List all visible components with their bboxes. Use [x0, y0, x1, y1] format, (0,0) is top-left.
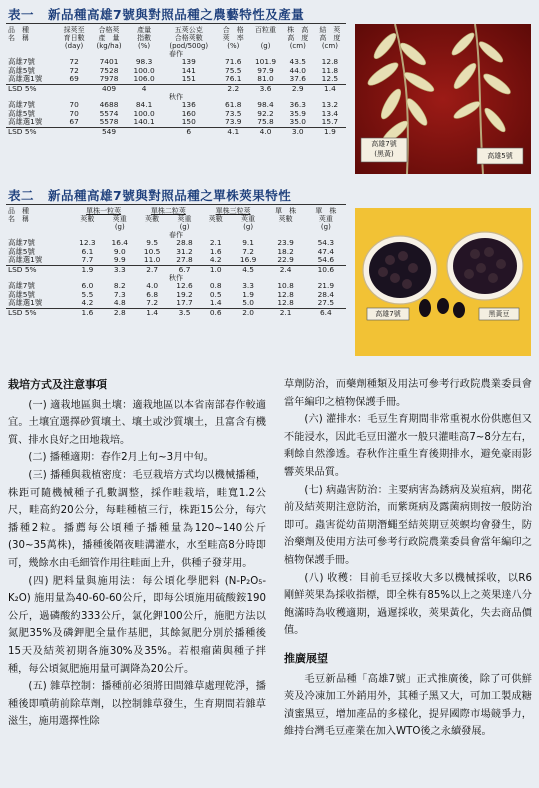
table1-cell: 72: [69, 57, 79, 67]
table1-cell: [58, 84, 90, 93]
table1-header-cell: 百粒重: [255, 26, 277, 34]
table2-cell: 6.8: [146, 289, 159, 299]
table2-header-row: [6, 207, 346, 215]
table1-cell: 139: [181, 57, 196, 67]
table2-group-header: 單 株: [315, 207, 337, 215]
beans-label-left: 高雄7號: [375, 310, 401, 318]
table1-header-cell: 產 量: [98, 34, 120, 43]
paragraph-soil: (一) 適栽地區與土壤：適栽地區以本省南部春作較適宜。土壤宜選擇砂質壤土、壤土或沙質壤土，且富含有機質、排水良好之田地栽培。: [8, 399, 266, 446]
table1-header-row: [6, 42, 346, 50]
table2-cell: 28.8: [176, 238, 193, 248]
table1-cell: 70: [69, 100, 79, 110]
table2-cell: 10.8: [277, 281, 294, 291]
table2-cell: 高雄選1號: [8, 255, 43, 265]
table1-header-cell: 指數: [137, 34, 152, 43]
table1-header-cell: 結 莢: [319, 26, 341, 34]
table2-sub-header: 莢重: [318, 215, 333, 224]
table1-cell: 98.3: [135, 57, 153, 67]
table2-title-text: 新品種高雄7號與對照品種之單株莢果特性: [48, 188, 292, 203]
beans-photo: [355, 208, 531, 356]
table1-row: [6, 127, 346, 136]
table1-cell: 71.6: [225, 57, 242, 67]
table1-cell: 4: [128, 84, 160, 93]
table1-cell: 75.5: [225, 65, 242, 75]
table1-header-cell: (day): [64, 42, 84, 51]
table1-cell: 2.2: [217, 84, 249, 93]
table2-cell: 9.0: [113, 246, 126, 256]
table1-cell: 6: [160, 127, 217, 136]
paragraph-pest: (七) 病蟲害防治：主要病害為銹病及炭疽病，開花前及結莢期注意防治，而紫斑病及露菌病則按一般防治即可。蟲害從幼苗期潛蠅至結莢期豆莢螟均會發生，防治藥劑及使用方法可參考行政院農業委員會當年編印之植物保護手冊。: [284, 484, 532, 566]
table2-cell: 4.2: [209, 255, 222, 265]
table1-header-cell: 高 度: [287, 34, 309, 43]
table2-cell: 2.0: [231, 308, 266, 317]
table1-section-label: 秋作: [169, 93, 183, 102]
table1-cell: [58, 127, 90, 136]
table1-cell: 13.4: [321, 108, 339, 118]
table1-cell: 12.8: [321, 57, 339, 67]
table1-cell: 151: [181, 74, 196, 84]
table2: [6, 207, 346, 317]
table1-header-row: [6, 34, 346, 42]
table2-cell: 12.8: [277, 298, 294, 308]
table2-unit-cell: (g): [179, 223, 190, 232]
table2-group-header: 單株一粒莢: [86, 207, 122, 215]
table2-cell: 4.0: [146, 281, 159, 291]
table1-cell: 高雄選1號: [8, 74, 43, 84]
table1-cell: 35.9: [289, 108, 306, 118]
table1-header-cell: 育日數: [63, 34, 85, 43]
table1-cell: 5578: [99, 117, 119, 127]
table1-header-cell: 合格莢: [98, 26, 120, 34]
table2-cell: 16.4: [111, 238, 129, 248]
table2-unit-cell: (g): [320, 223, 331, 232]
table1-cell: 高雄5號: [8, 65, 35, 75]
table2-row: [6, 308, 346, 317]
table2-cell: 54.6: [317, 255, 335, 265]
table2-cell: 7.2: [146, 298, 159, 308]
table2-cell: 27.5: [317, 298, 335, 308]
table1-header-cell: 高 度: [319, 34, 341, 43]
table1-cell: 92.2: [257, 108, 274, 118]
table1: [6, 26, 346, 136]
table2-cell: 21.9: [317, 281, 335, 291]
table1-cell: 高雄選1號: [8, 117, 43, 127]
table2-sub-header: 莢數: [145, 215, 160, 224]
table1-cell: 5574: [99, 108, 119, 118]
table1-header-cell: 五莢公克: [174, 26, 203, 34]
table1-cell: 67: [69, 117, 79, 127]
table2-group-header: 單株二粒莢: [150, 207, 186, 215]
table2-cell: 6.7: [168, 265, 200, 274]
table2-cell: 8.2: [113, 281, 126, 291]
table2-unit-row: [6, 223, 346, 231]
table2-unit-empty: [6, 223, 71, 231]
table2-cell: 高雄5號: [8, 246, 35, 256]
table1-header-row: [6, 26, 346, 34]
table1-cell: 7528: [99, 65, 119, 75]
table1-cell: 11.8: [321, 65, 339, 75]
table2-cell: 1.4: [209, 298, 222, 308]
table1-cell: 409: [90, 84, 128, 93]
table1-row: [6, 84, 346, 93]
table1-header-cell: 株 高: [287, 26, 309, 34]
table1-cell: LSD 5%: [6, 84, 58, 93]
table2-cell: 7.3: [113, 289, 126, 299]
table2-cell: 1.9: [71, 265, 103, 274]
pods-photo: [355, 24, 531, 174]
table2-cell: 9.5: [146, 238, 159, 248]
table2-section-label: 春作: [169, 231, 183, 240]
table1-title: [8, 5, 304, 23]
table1-cell: 3.0: [282, 127, 314, 136]
table2-cell: 12.3: [79, 238, 96, 248]
table2-cell: 10.6: [306, 265, 346, 274]
table2-title: [8, 186, 291, 204]
table1-prefix: 表一: [8, 7, 35, 22]
table2-sub-header: 莢數: [80, 215, 95, 224]
table1-cell: 44.0: [289, 65, 306, 75]
table1-cell: 4.0: [249, 127, 281, 136]
pods-label-right: 高雄5號: [487, 152, 513, 160]
table1-row: [6, 118, 346, 127]
table1-header-cell: 產量: [137, 26, 152, 34]
table2-cell: LSD 5%: [6, 265, 71, 274]
table1-cell: 高雄7號: [8, 57, 35, 67]
table2-cell: 10.5: [143, 246, 161, 256]
table2-cell: 6.1: [81, 246, 94, 256]
cultivation-heading: 栽培方式及注意事項: [8, 378, 107, 391]
table1-header-cell: 品 種: [8, 26, 29, 34]
right-column: [284, 376, 532, 741]
table2-cell: 9.1: [242, 238, 254, 248]
table1-header-cell: (g): [260, 42, 271, 51]
table1-header-cell: 合 格: [222, 26, 244, 34]
table1-cell: 4.1: [217, 127, 249, 136]
table2-cell: 22.9: [277, 255, 294, 265]
paragraph-fertilizer: (四) 肥料量與施用法：每公頃化學肥料 (N-P₂O₅-K₂O) 施用量為40-60-60公斤，即每公頃施用硫酸銨190公斤，過磷酸約333公斤，氯化鉀100公斤，施肥方法以氮肥35%及磷鉀肥全量作基肥，其餘氮肥分別於播種後15天及結莢初期各施30%及35%。若根瘤菌與種子拌種，每公頃氮肥施用量可調降為20公斤。: [8, 575, 266, 675]
table2-sub-header: 莢數: [278, 215, 293, 224]
table1-header-cell: 合格莢數: [174, 34, 203, 43]
beans-label-right: 黑黃豆: [488, 310, 510, 318]
table2-cell: 0.5: [209, 289, 222, 299]
table1-cell: 101.9: [254, 57, 277, 67]
table2-top-rule: [6, 204, 346, 205]
table2-cell: 高雄選1號: [8, 298, 43, 308]
table2-cell: 1.0: [201, 265, 231, 274]
table2-cell: 0.6: [201, 308, 231, 317]
table2-cell: 3.5: [168, 308, 200, 317]
table2-cell: LSD 5%: [6, 308, 71, 317]
left-column: [8, 376, 266, 731]
table2-cell: 12.6: [176, 281, 193, 291]
table2-cell: 16.9: [239, 255, 257, 265]
table1-header-cell: (%): [227, 42, 240, 51]
table2-cell: 23.9: [277, 238, 294, 248]
table1-header-cell: (cm): [321, 42, 338, 51]
table1-section-label: 春作: [169, 50, 183, 59]
table1-cell: 43.5: [289, 57, 306, 67]
table1-cell: 1.4: [314, 84, 346, 93]
table2-cell: 47.4: [317, 246, 335, 256]
table2-cell: 5.0: [242, 298, 254, 308]
table1-cell: 81.0: [257, 74, 274, 84]
table2-cell: 54.3: [317, 238, 335, 248]
table1-cell: 160: [181, 108, 196, 118]
table1-cell: 100.0: [133, 65, 155, 75]
table1-header-cell: (cm): [289, 42, 306, 51]
table1-cell: 36.3: [289, 100, 306, 110]
table2-cell: 高雄7號: [8, 281, 35, 291]
table1-header-cell: (%): [138, 42, 151, 51]
table2-cell: 0.8: [209, 281, 222, 291]
table1-cell: 106.0: [133, 74, 155, 84]
table2-cell: 1.6: [209, 246, 222, 256]
table2-cell: 2.7: [136, 265, 168, 274]
paragraph-harvest: (八) 收穫：目前毛豆採收大多以機械採收，以R6剛鮮莢果為採收指標，即全株有85%以上之莢果達八分飽滿時為收穫適期，過遲採收，莢果黃化，失去商品價值。: [284, 572, 532, 637]
table1-cell: 97.9: [257, 65, 274, 75]
paragraph-promotion: 毛豆新品種「高雄7號」正式推廣後，除了可供鮮莢及冷凍加工外銷用外，其種子黑又大，可加工製成糖漬蜜黑豆，增加產品的多樣化，提昇國際市場競爭力，維持台灣毛豆產業在加入WTO後之永續發展。: [284, 673, 532, 738]
table1-cell: [128, 127, 160, 136]
table2-unit-cell: (g): [243, 223, 254, 232]
table1-cell: 12.5: [321, 74, 339, 84]
table2-row: [6, 265, 346, 274]
table2-cell: 11.0: [143, 255, 161, 265]
table2-cell: 9.9: [113, 255, 126, 265]
table1-cell: 136: [181, 100, 196, 110]
table2-cell: 31.2: [176, 246, 193, 256]
table2-row: [6, 299, 346, 308]
table2-cell: 1.9: [242, 289, 254, 299]
table2-cell: 2.1: [209, 238, 222, 248]
paragraph-weed-cont: 草劑防治，而藥劑種類及用法可參考行政院農業委員會當年編印之植物保護手冊。: [284, 379, 532, 408]
table2-unit-cell: [71, 223, 103, 231]
table1-cell: 141: [181, 65, 196, 75]
table1-cell: 高雄7號: [8, 100, 35, 110]
table1-header-cell: (kg/ha): [96, 42, 122, 51]
table2-unit-cell: [201, 223, 231, 231]
paragraph-weed: (五) 雜草控制：播種前必須將田間雜草處理乾淨，播種後即噴萌前除草劑，以控制雜草發生，生育期間若雜草滋生，施用選擇性除: [8, 681, 266, 728]
table1-cell: 549: [90, 127, 128, 136]
table2-cell: 27.8: [176, 255, 193, 265]
table1-top-rule: [6, 23, 346, 24]
table1-header-cell: [249, 34, 281, 42]
table1-cell: 100.0: [133, 108, 155, 118]
table1-header-cell: 採莢至: [63, 26, 85, 34]
table2-cell: 7.7: [81, 255, 94, 265]
table2-cell: 2.8: [104, 308, 136, 317]
table2-name-header: 品 種: [8, 207, 29, 215]
table2-cell: 3.3: [242, 281, 254, 291]
table1-cell: 75.8: [257, 117, 274, 127]
table2-cell: 5.5: [81, 289, 94, 299]
table1-cell: 73.9: [225, 117, 242, 127]
table2-header-row: [6, 215, 346, 223]
table1-header-cell: 名 稱: [8, 34, 29, 43]
table1-cell: 13.2: [321, 100, 339, 110]
table2-group-header: 單株三粒莢: [215, 207, 251, 215]
table2-cell: 17.7: [176, 298, 193, 308]
table1-cell: 7978: [99, 74, 119, 84]
table2-cell: 2.1: [265, 308, 305, 317]
table1-cell: 150: [181, 117, 196, 127]
table1-cell: 2.9: [282, 84, 314, 93]
table1-title-text: 新品種高雄7號與對照品種之農藝特性及產量: [48, 7, 305, 22]
paragraph-sowing-date: (二) 播種適期：春作2月上旬~3月中旬。: [28, 452, 214, 464]
table2-sub-header: 莢重: [177, 215, 192, 224]
table1-cell: 69: [69, 74, 79, 84]
table1-cell: 70: [69, 108, 79, 118]
table1-cell: 高雄5號: [8, 108, 35, 118]
table1-cell: 1.9: [314, 127, 346, 136]
table1-cell: 35.0: [289, 117, 306, 127]
table1-cell: 98.4: [257, 100, 274, 110]
table2-cell: 4.8: [113, 298, 126, 308]
table1-header-cell: 莢 率: [222, 34, 244, 43]
table2-cell: 高雄7號: [8, 238, 35, 248]
table2-cell: 高雄5號: [8, 289, 35, 299]
table2-sub-header: 莢重: [112, 215, 127, 224]
table1-cell: 3.6: [249, 84, 281, 93]
table2-unit-cell: [136, 223, 168, 231]
table1-cell: 37.6: [289, 74, 306, 84]
table2-group-header: 單 株: [275, 207, 297, 215]
table2-cell: 4.5: [231, 265, 266, 274]
table1-cell: 72: [69, 65, 79, 75]
table2-cell: 18.2: [277, 246, 294, 256]
table2-cell: 2.4: [265, 265, 305, 274]
pods-label-left: 高雄7號 (黑黃): [371, 140, 397, 158]
table1-cell: 61.8: [225, 100, 242, 110]
table1-cell: 15.7: [321, 117, 339, 127]
table2-cell: 12.8: [277, 289, 294, 299]
table2-cell: 3.3: [104, 265, 136, 274]
table1-cell: 140.1: [133, 117, 155, 127]
table1-cell: 76.1: [225, 74, 242, 84]
paragraph-irrigation: (六) 灌排水：毛豆生育期間非常重視水份供應但又不能浸水，因此毛豆田灌水一般只灌畦高7~8分左右，剩餘自然滲透。春秋作注重生育後期排水，避免豪雨影響莢果品質。: [284, 414, 532, 478]
table2-cell: 19.2: [176, 289, 193, 299]
table2-cell: 6.0: [81, 281, 94, 291]
table1-cell: 4688: [99, 100, 119, 110]
table2-section-label: 秋作: [169, 274, 183, 283]
beans-illustration: [355, 208, 531, 356]
table2-unit-cell: [265, 223, 305, 231]
table2-cell: 7.2: [242, 246, 254, 256]
table2-cell: 6.4: [306, 308, 346, 317]
table2-prefix: 表二: [8, 188, 35, 203]
table1-cell: 7401: [99, 57, 119, 67]
table1-cell: [160, 84, 217, 93]
table1-cell: 84.1: [135, 100, 153, 110]
table2-sub-header: 莢重: [241, 215, 256, 224]
table1-row: [6, 75, 346, 84]
table2-sub-header: 莢數: [208, 215, 223, 224]
paragraph-sowing-density: (三) 播種與栽植密度：毛豆栽培方式均以機械播種，株距可隨機械種子孔數調整，採作畦栽培，畦寬1.2公尺，畦高約20公分，每畦種植三行，株距15公分，每穴播種2粒。播薦每公頃種子播種量為120~140公斤 (30~35萬株)，播種後隔夜畦溝灌水，水至畦高8分時即可，幾餘水由毛細管作用往畦面上升，供種子發芽用。: [8, 469, 266, 569]
table1-header-cell: (pod/500g): [169, 42, 209, 51]
table2-cell: 1.4: [136, 308, 168, 317]
promotion-heading: 推廣展望: [284, 651, 328, 665]
table2-cell: 4.2: [81, 298, 94, 308]
table2-cell: 28.4: [317, 289, 335, 299]
table2-cell: 1.6: [71, 308, 103, 317]
table2-row: [6, 256, 346, 265]
table2-unit-cell: (g): [114, 223, 125, 232]
table1-header-cell: [6, 42, 58, 50]
table1-cell: 73.5: [225, 108, 242, 118]
table1-cell: LSD 5%: [6, 127, 58, 136]
table2-name-header: 名 稱: [8, 215, 29, 224]
